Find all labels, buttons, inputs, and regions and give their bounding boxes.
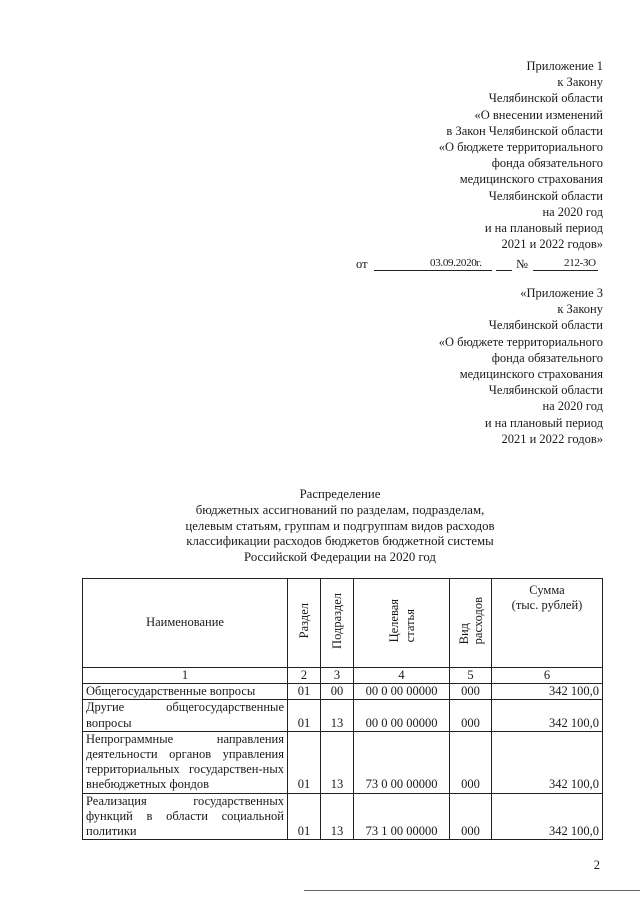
document-title — [100, 487, 580, 566]
decree-date: 03.09.2020 — [430, 257, 477, 269]
header-expense-type: Видрасходов — [450, 579, 492, 668]
budget-table — [82, 578, 603, 840]
table-row — [83, 700, 603, 731]
row-section: 01 — [288, 793, 321, 840]
table-row — [83, 731, 603, 793]
table-row — [83, 793, 603, 840]
row-name: Другие общегосударственные вопросы — [83, 700, 288, 731]
row-section: 01 — [288, 684, 321, 700]
row-name: Общегосударственные вопросы — [83, 684, 288, 700]
row-type: 000 — [450, 700, 492, 731]
appendix-3-line: к Закону — [557, 302, 603, 317]
appendix-1-line: Челябинской области — [488, 188, 603, 203]
row-name: Реализация государственных функций в области социальной политики — [83, 793, 288, 840]
title-line: классификации расходов бюджетов бюджетной системы — [186, 534, 494, 549]
appendix-3-line: Челябинской области — [488, 318, 603, 333]
header-target-article: Целевая статья — [354, 579, 450, 668]
row-sum: 342 100,0 — [492, 793, 603, 840]
appendix-1-header — [439, 58, 603, 252]
appendix-3-line: «О бюджете территориального — [438, 334, 603, 349]
row-sum: 342 100,0 — [492, 700, 603, 731]
title-line: Российской Федерации на 2020 год — [244, 550, 436, 565]
appendix-1-line: 2021 и 2022 годов» — [501, 237, 603, 252]
title-line: бюджетных ассигнований по разделам, подразделам, — [195, 502, 485, 517]
appendix-1-line: Приложение 1 — [526, 59, 603, 73]
title-line: целевым статьям, группам и подгруппам видов расходов — [185, 518, 495, 533]
appendix-1-line: и на плановый период — [484, 221, 603, 236]
decree-year-suffix: г. — [476, 257, 483, 269]
appendix-1-line: «О внесении изменений — [474, 107, 603, 122]
column-number-row — [83, 668, 603, 684]
row-subsection: 13 — [321, 731, 354, 793]
date-underline — [374, 270, 492, 271]
gap-underline — [496, 270, 512, 271]
appendix-3-line: фонда обязательного — [491, 350, 603, 365]
header-section: Раздел — [288, 579, 321, 668]
row-subsection: 00 — [321, 684, 354, 700]
appendix-3-header — [439, 285, 603, 447]
appendix-3-line: и на плановый период — [484, 415, 603, 430]
appendix-3-line: «Приложение 3 — [520, 286, 603, 300]
appendix-3-line: Челябинской области — [488, 383, 603, 398]
col-number: 1 — [83, 668, 288, 684]
col-number: 4 — [354, 668, 450, 684]
header-name: Наименование — [83, 579, 288, 668]
decree-number-label: № — [516, 257, 528, 271]
table-header-row — [83, 579, 603, 668]
appendix-1-line: в Закон Челябинской области — [446, 123, 603, 138]
table-row — [83, 684, 603, 700]
page-number: 2 — [593, 858, 600, 872]
row-sum: 342 100,0 — [492, 684, 603, 700]
header-subsection: Подраздел — [321, 579, 354, 668]
row-target: 00 0 00 00000 — [354, 684, 450, 700]
row-target: 73 1 00 00000 — [354, 793, 450, 840]
col-number: 3 — [321, 668, 354, 684]
title-line: Распределение — [299, 487, 381, 501]
header-sum: Сумма (тыс. рублей) — [492, 579, 603, 668]
row-section: 01 — [288, 731, 321, 793]
row-name: Непрограммные направления деятельности органов управления территориальных государствен-ных внебюджетных фондов — [83, 731, 288, 793]
appendix-1-line: «О бюджете территориального — [438, 140, 603, 155]
row-type: 000 — [450, 793, 492, 840]
appendix-1-line: к Закону — [557, 75, 603, 90]
row-type: 000 — [450, 684, 492, 700]
appendix-3-line: 2021 и 2022 годов» — [501, 431, 603, 446]
row-target: 73 0 00 00000 — [354, 731, 450, 793]
appendix-1-line: фонда обязательного — [491, 156, 603, 171]
col-number: 6 — [492, 668, 603, 684]
decree-number: 212-ЗО — [564, 257, 596, 269]
row-target: 00 0 00 00000 — [354, 700, 450, 731]
col-number: 2 — [288, 668, 321, 684]
decree-from-label: от — [356, 257, 368, 271]
appendix-3-line: на 2020 год — [542, 399, 603, 414]
decree-reference — [356, 257, 606, 273]
row-section: 01 — [288, 700, 321, 731]
appendix-3-line: медицинского страхования — [459, 367, 603, 382]
row-subsection: 13 — [321, 700, 354, 731]
row-sum: 342 100,0 — [492, 731, 603, 793]
appendix-1-line: медицинского страхования — [459, 172, 603, 187]
row-type: 000 — [450, 731, 492, 793]
col-number: 5 — [450, 668, 492, 684]
row-subsection: 13 — [321, 793, 354, 840]
appendix-1-line: на 2020 год — [542, 204, 603, 219]
appendix-1-line: Челябинской области — [488, 91, 603, 106]
number-underline — [533, 270, 598, 271]
footer-rule — [304, 890, 640, 891]
